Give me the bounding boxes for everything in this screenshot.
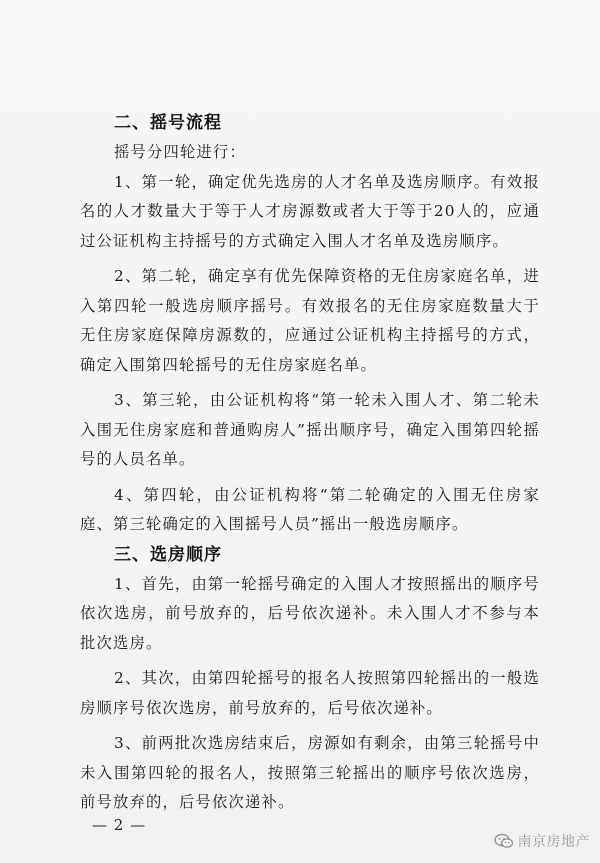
document-body [80,108,540,818]
paragraph-round-4: 4、第四轮，由公证机构将“第二轮确定的入围无住房家庭、第三轮确定的入围摇号人员”摇出一般选房顺序。 [80,485,540,533]
paragraph-selection-3: 3、前两批次选房结束后，房源如有剩余，由第三轮摇号中未入围第四轮的报名人，按照第三轮摇出的顺序号依次选房，前号放弃的，后号依次递补。 [80,734,540,811]
paragraph-selection-1: 1、首先，由第一轮摇号确定的入围人才按照摇出的顺序号依次选房，前号放弃的，后号依次递补。未入围人才不参与本批次选房。 [80,574,540,652]
section-heading-selection-order: 三、选房顺序 [114,544,222,565]
paragraph-round-1: 1、第一轮，确定优先选房的人才名单及选房顺序。有效报名的人才数量大于等于人才房源数或者大于等于20人的，应通过公证机构主持摇号的方式确定入围人才名单及选房顺序。 [80,172,540,250]
section-heading-lottery-process: 二、摇号流程 [114,113,222,133]
page-number: — 2 — [92,816,147,834]
section-intro: 摇号分四轮进行： [114,143,246,161]
watermark [494,831,591,851]
watermark-text: 南京房地产 [517,834,590,850]
paragraph-round-2: 2、第二轮，确定享有优先保障资格的无住房家庭名单，进入第四轮一般选房顺序摇号。有效报名的无住房家庭数量大于无住房家庭保障房源数的，应通过公证机构主持摇号的方式，确定入围第四轮摇号的无住房家庭名单。 [80,267,540,374]
paragraph-round-3: 3、第三轮，由公证机构将“第一轮未入围人才、第二轮未入围无住房家庭和普通购房人”摇出顺序号，确定入围第四轮摇号的人员名单。 [80,391,540,468]
wechat-icon [494,833,514,849]
paragraph-selection-2: 2、其次，由第四轮摇号的报名人按照第四轮摇出的一般选房顺序号依次选房，前号放弃的，后号依次递补。 [80,669,540,717]
